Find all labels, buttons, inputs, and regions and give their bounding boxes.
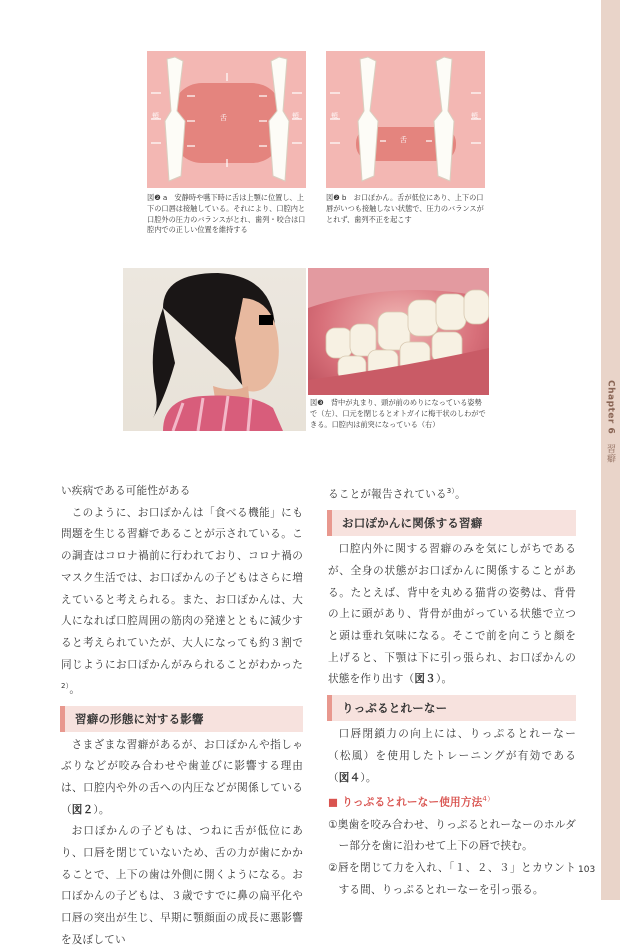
paragraph-2 <box>328 724 576 789</box>
paragraph-1-end: 。 <box>69 683 81 696</box>
figure-3-reference: 図３ <box>414 673 436 686</box>
paragraph-3: お口ぽかんの子どもは、つねに舌が低位にあり、口唇を閉じていないため、舌の力が歯にかかることで、上下の歯は外側に開くようになる。お口ぽかんの子どもは、３歳ですでに鼻の扁平化や口唇の突出が生じ、早期に顎顔面の成長に悪影響を及ぼしてい <box>61 825 303 946</box>
chapter-number: Chapter 6 <box>605 380 616 435</box>
paragraph-2-text: さまざまな習癖があるが、お口ぽかんや指しゃぶりなどが咬み合わせや歯並びに影響する理由は、口腔内や外の舌への内圧などが関係している（ <box>61 738 303 816</box>
paragraph-1-end: ）。 <box>435 673 453 686</box>
cheek-label-right: 頬 <box>471 112 478 120</box>
paragraph-2 <box>61 735 303 822</box>
usage-step-1: ①奥歯を咬み合わせ、りっぷるとれーなーのホルダー部分を歯に沿わせて上下の唇で挟む。 <box>328 818 576 853</box>
paragraph-1-text: 口腔内外に関する習癖のみを気にしがちであるが、全身の状態がお口ぽかんに関係することがある。たとえば、背中を丸める猫背の姿勢は、背骨の上に頭があり、背骨が曲がっている状態で立つと頭は垂れ気味になる。そこで前を向こうと顔を上げると、下顎は下に引っ張られ、お口ぽかんの状態を作り出す（ <box>328 543 576 686</box>
paragraph-1 <box>328 539 576 691</box>
paragraph-0-end: 。 <box>455 488 466 501</box>
figure-2b-diagram <box>326 51 485 188</box>
figure-3-intraoral-photo <box>308 268 489 395</box>
figure-2a-caption: 図❷ a 安静時や嚥下時に舌は上顎に位置し、上下の口唇は接触している。それにより、口腔内と口腔外の圧力のバランスがとれ、歯列・咬合は口腔内での正しい位置を維持する <box>147 193 306 235</box>
figure-3-caption-box <box>308 395 489 431</box>
reference-2: 2） <box>61 682 70 691</box>
teeth-illustration <box>308 268 489 395</box>
page-number: 103 <box>578 865 596 875</box>
cheek-label-left: 頬 <box>331 112 338 120</box>
paragraph-continuation: い疾病である可能性がある <box>61 485 191 497</box>
figure-2-reference: 図２ <box>71 803 94 816</box>
figure-3-profile-photo <box>123 268 306 431</box>
reference-4: 4） <box>482 795 495 804</box>
paragraph-2-end: ）。 <box>93 803 110 816</box>
tongue-label: 舌 <box>400 136 407 144</box>
paragraph-0-text: ることが報告されている <box>328 488 447 501</box>
paragraph-1-text: このように、お口ぽかんは「食べる機能」にも問題を生じる習癖であることが示されている。この調査はコロナ禍前に行われており、コロナ禍のマスク生活では、お口ぽかんの子どもはさらに増えていると考えられる。また、お口ぽかんは、大人になれば口腔周囲の筋肉の発達とともに減少すると考えられていたが、大人になっても約３割で同じようにお口ぽかんがみられることがわかった <box>61 506 303 671</box>
tongue-label: 舌 <box>220 114 227 122</box>
chapter-topic: 習癖 <box>605 444 615 464</box>
figure-4-reference: 図４ <box>338 771 361 784</box>
usage-step-2: ②唇を閉じて力を入れ、「１、２、３」とカウントする間、りっぷるとれーなーを引っ張る。 <box>328 861 576 896</box>
paragraph-2-text: 口唇閉鎖力の向上には、りっぷるとれーなー（松風）を使用したトレーニングが有効である（ <box>328 728 576 784</box>
reference-3: 3） <box>446 487 456 495</box>
paragraph-2-end: ）。 <box>360 771 377 784</box>
figure-2b-caption: 図❷ b お口ぽかん。舌が低位にあり、上下の口唇がいつも接触しない状態で、圧力のバランスがとれず、歯列不正を起こす <box>326 193 484 224</box>
girl-profile-illustration <box>123 268 306 431</box>
figure-3-caption: 図❸ 背中が丸まり、頭が前のめりになっている姿勢で（左）、口元を閉じるとオトガイに梅干状のしわができる。口腔内は前突になっている（右） <box>310 398 486 429</box>
usage-subheading <box>328 789 576 814</box>
left-column <box>61 481 303 952</box>
cheek-label-left: 頬 <box>152 112 159 120</box>
figure-2a-diagram <box>147 51 306 188</box>
chapter-label <box>601 380 620 473</box>
section-heading-morphology: 習癖の形態に対する影響 <box>60 706 303 732</box>
section-heading-ripple-trainer: りっぷるとれーなー <box>327 695 576 721</box>
usage-subheading-text: ■ りっぷるとれーなー使用方法 <box>328 796 483 809</box>
section-heading-related-habits: お口ぽかんに関係する習癖 <box>327 510 576 536</box>
paragraph-continuation <box>328 481 576 506</box>
tooth-pressure-diagram-b <box>326 51 485 188</box>
cheek-label-right: 頬 <box>292 112 299 120</box>
paragraph-1 <box>61 503 303 702</box>
right-column <box>328 481 576 901</box>
